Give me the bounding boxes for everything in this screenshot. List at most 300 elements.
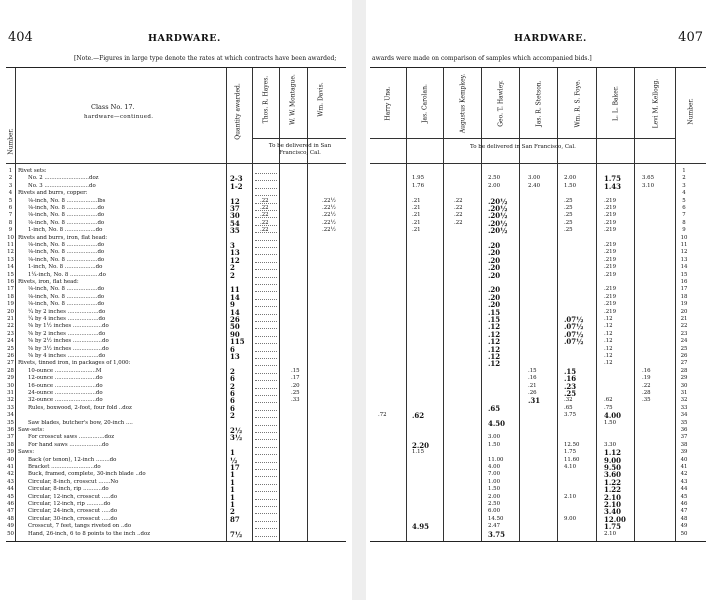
row-number: 37 bbox=[680, 434, 688, 441]
baker-price: .219 bbox=[604, 286, 617, 293]
foye-price: 4.10 bbox=[564, 464, 577, 470]
baker-price: .219 bbox=[604, 264, 617, 271]
row-number: 29 bbox=[7, 375, 14, 382]
baker-price: 1.22 bbox=[604, 477, 622, 487]
baker-price: .219 bbox=[604, 242, 617, 248]
item-description: ⅝ by 4 inches ..................do bbox=[28, 353, 106, 359]
item-description: ¼ by 2 inches ..................do bbox=[28, 308, 106, 315]
row-number: 42 bbox=[680, 471, 688, 478]
leader-dots bbox=[255, 384, 277, 389]
item-description: ⅛-inch, No. 8 ..................do bbox=[28, 205, 105, 211]
quantity-cell: 12 bbox=[230, 255, 240, 265]
baker-price: 1.43 bbox=[604, 181, 622, 191]
quantity-cell: 2 bbox=[230, 507, 235, 517]
row-number: 25 bbox=[7, 345, 14, 352]
row-number: 2 bbox=[682, 175, 686, 182]
quantity-cell: 50 bbox=[230, 322, 240, 332]
row-number: 11 bbox=[680, 242, 688, 248]
row-number: 48 bbox=[7, 515, 14, 522]
kellogg-price: .16 bbox=[642, 367, 651, 374]
binding-gutter bbox=[352, 0, 366, 600]
row-number: 8 bbox=[682, 219, 686, 226]
row-number: 15 bbox=[680, 271, 688, 278]
leader-dots bbox=[255, 509, 277, 514]
row-number: 16 bbox=[7, 279, 14, 285]
foye-price: 3.75 bbox=[564, 412, 577, 419]
row-number: 34 bbox=[680, 412, 688, 419]
hawley-price: .20 bbox=[488, 241, 501, 250]
foye-price: 2.10 bbox=[564, 493, 577, 500]
right-page bbox=[366, 0, 717, 600]
leader-dots bbox=[255, 206, 277, 211]
baker-price: 2.10 bbox=[604, 500, 622, 509]
row-number: 20 bbox=[680, 308, 688, 315]
item-description: Saw blades, butcher's bow, 20-inch .... bbox=[28, 419, 133, 426]
hawley-price: .20 bbox=[488, 292, 501, 302]
row-number: 15 bbox=[7, 271, 14, 278]
stetson-price: 2.40 bbox=[528, 182, 541, 189]
row-number: 41 bbox=[680, 464, 688, 470]
item-description: No. 3 ..........................do bbox=[28, 182, 96, 189]
number-header: Number. bbox=[687, 98, 695, 125]
item-description: ⅛-inch, No. 8 ..................do bbox=[28, 256, 105, 263]
item-description: Buck, framed, complete, 30-inch blade ..do bbox=[28, 471, 146, 478]
quantity-cell: 11 bbox=[230, 285, 240, 295]
bidder-kellogg: Levi M. Kellogg. bbox=[652, 78, 660, 129]
item-description: ⅛-inch, No. 8 ..................do bbox=[28, 293, 105, 300]
leader-dots bbox=[255, 458, 277, 463]
hawley-price: 3.00 bbox=[488, 434, 501, 441]
row-number: 26 bbox=[7, 353, 14, 359]
row-number: 31 bbox=[680, 390, 688, 396]
hawley-price: 11.00 bbox=[488, 456, 504, 463]
row-number: 11 bbox=[7, 242, 14, 248]
row-number: 46 bbox=[680, 501, 688, 507]
item-description: ⅛-inch, No. 8 ..................do bbox=[28, 219, 105, 226]
carolan-price: 1.76 bbox=[412, 182, 425, 189]
item-description: 24-ounce ........................do bbox=[28, 390, 103, 396]
baker-price: .12 bbox=[604, 316, 613, 322]
row-number: 2 bbox=[8, 175, 13, 182]
foye-price: .25 bbox=[564, 212, 573, 219]
row-number: 32 bbox=[680, 397, 688, 404]
hawley-price: .20½ bbox=[488, 211, 508, 221]
item-description: 10-ounce ........................M bbox=[28, 367, 102, 374]
foye-price: .25 bbox=[564, 197, 573, 204]
kellogg-price: 3.65 bbox=[642, 175, 655, 182]
stetson-price: .31 bbox=[528, 396, 541, 406]
item-description: No. 2 ..........................doz bbox=[28, 175, 99, 182]
row-number: 38 bbox=[7, 441, 14, 448]
row-number: 6 bbox=[682, 205, 686, 211]
hawley-price: .20½ bbox=[488, 226, 508, 236]
row-number: 1 bbox=[682, 168, 686, 174]
baker-price: .219 bbox=[604, 205, 617, 211]
item-description: Circular, 12-inch, crosscut .....do bbox=[28, 493, 118, 500]
davis-price: .22½ bbox=[322, 219, 336, 226]
row-number: 18 bbox=[7, 293, 14, 300]
quantity-cell: 6 bbox=[230, 344, 235, 354]
quantity-cell: 6 bbox=[230, 374, 235, 384]
quantity-cell: ½ bbox=[230, 455, 238, 465]
item-description: Hand, 26-inch, 6 to 8 points to the inch ..doz bbox=[28, 530, 151, 537]
baker-price: .12 bbox=[604, 353, 613, 359]
class-title: Class No. 17. bbox=[91, 103, 135, 111]
baker-price: .219 bbox=[604, 249, 617, 256]
row-number: 22 bbox=[680, 323, 688, 330]
quantity-cell: 2-3 bbox=[230, 174, 243, 184]
quantity-cell: 1-2 bbox=[230, 181, 243, 191]
item-description: Saw-sets: bbox=[18, 427, 45, 433]
row-number: 14 bbox=[680, 264, 688, 271]
quantity-cell: 26 bbox=[230, 315, 240, 324]
stetson-price: 3.00 bbox=[528, 175, 541, 182]
quantity-cell: 87 bbox=[230, 514, 240, 524]
bidder-carolan: Jas. Carolan. bbox=[421, 84, 429, 123]
item-description: ⅛-inch, No. 8 ..................do bbox=[28, 286, 105, 293]
row-number: 27 bbox=[680, 360, 688, 367]
row-number: 12 bbox=[7, 249, 14, 256]
leader-dots bbox=[255, 517, 277, 522]
leader-dots bbox=[255, 339, 277, 344]
row-number: 9 bbox=[682, 227, 686, 234]
leader-dots bbox=[255, 480, 277, 485]
row-number: 5 bbox=[8, 197, 13, 204]
row-number: 30 bbox=[7, 382, 14, 389]
leader-dots bbox=[255, 324, 277, 329]
hawley-price: .12 bbox=[488, 344, 501, 354]
kellogg-price: 3.10 bbox=[642, 182, 655, 189]
item-description: Rivets and burrs, iron, flat head: bbox=[18, 234, 108, 241]
row-number: 13 bbox=[7, 256, 14, 263]
item-description: 32-ounce ........................do bbox=[28, 397, 103, 404]
hawley-price: .12 bbox=[488, 337, 501, 347]
row-number: 3 bbox=[8, 182, 13, 189]
item-description: Rules, boxwood, 2-foot, four fold ..doz bbox=[28, 404, 132, 411]
row-number: 27 bbox=[7, 360, 14, 367]
item-description: Rivets, iron, flat head: bbox=[18, 279, 79, 285]
leader-dots bbox=[255, 228, 277, 233]
leader-dots bbox=[255, 258, 277, 263]
row-number: 36 bbox=[680, 427, 688, 433]
row-number: 39 bbox=[680, 449, 688, 456]
page-number: 407 bbox=[678, 30, 703, 45]
bidder-montague: W. W. Montague. bbox=[289, 74, 297, 125]
baker-price: 3.40 bbox=[604, 507, 622, 517]
hayes-price: .22 bbox=[260, 227, 269, 234]
foye-price: .23 bbox=[564, 381, 577, 391]
kellogg-price: .28 bbox=[642, 390, 651, 396]
row-number: 5 bbox=[682, 197, 686, 204]
item-description: Circular, 8-inch, crosscut .......No bbox=[28, 478, 119, 485]
row-number: 24 bbox=[680, 338, 688, 345]
row-number: 48 bbox=[680, 515, 688, 522]
hawley-price: 2.47 bbox=[488, 523, 501, 530]
item-description: ⅛-inch, No. 8 ..................do bbox=[28, 212, 105, 219]
hawley-price: .12 bbox=[488, 329, 501, 339]
item-description: For crosscut saws ...............doz bbox=[28, 434, 115, 441]
row-number: 7 bbox=[8, 212, 13, 219]
row-number: 38 bbox=[680, 441, 688, 448]
row-number: 16 bbox=[680, 279, 688, 285]
stetson-price: .21 bbox=[528, 382, 537, 389]
right-table bbox=[370, 67, 706, 542]
leader-dots bbox=[255, 332, 277, 337]
row-number: 32 bbox=[7, 397, 14, 404]
row-number: 41 bbox=[7, 464, 14, 470]
leader-dots bbox=[255, 184, 277, 189]
quantity-cell: 1 bbox=[230, 485, 235, 495]
row-number: 20 bbox=[7, 308, 14, 315]
quantity-cell: 6 bbox=[230, 389, 235, 398]
quantity-cell: 2 bbox=[230, 263, 235, 273]
row-number: 25 bbox=[680, 345, 688, 352]
hawley-price: .20 bbox=[488, 270, 501, 280]
kellogg-price: .35 bbox=[642, 397, 651, 404]
leader-dots bbox=[255, 302, 277, 307]
item-description: 1-inch, No. 8 ..................do bbox=[28, 227, 103, 234]
quantity-cell: 17 bbox=[230, 463, 240, 472]
row-number: 17 bbox=[7, 286, 14, 293]
quantity-cell: 3½ bbox=[230, 433, 243, 443]
baker-price: .219 bbox=[604, 219, 617, 226]
quantity-cell: 2 bbox=[230, 411, 235, 421]
hayes-price: .22 bbox=[260, 219, 269, 226]
row-number: 26 bbox=[680, 353, 688, 359]
leader-dots bbox=[255, 450, 277, 455]
item-description: Circular, 24-inch, crosscut .....do bbox=[28, 508, 118, 515]
row-number: 28 bbox=[7, 367, 14, 374]
running-head: HARDWARE. bbox=[148, 33, 221, 44]
hawley-price: 1.50 bbox=[488, 486, 501, 493]
bidder-kempkey: Augustus Kempkey. bbox=[459, 73, 467, 134]
row-number: 33 bbox=[7, 404, 14, 411]
hawley-price: 14.50 bbox=[488, 515, 504, 522]
leader-dots bbox=[255, 435, 277, 440]
row-number: 43 bbox=[680, 478, 688, 485]
davis-price: .22½ bbox=[322, 227, 336, 234]
hawley-price: 1.50 bbox=[488, 441, 501, 448]
hawley-price: .12 bbox=[488, 352, 501, 361]
leader-dots bbox=[255, 413, 277, 418]
row-number: 14 bbox=[7, 264, 14, 271]
item-description: Back (or tenon), 12-inch ........do bbox=[28, 456, 117, 463]
stetson-price: .16 bbox=[528, 375, 537, 382]
quantity-cell: 2 bbox=[230, 381, 235, 391]
quantity-cell: 1 bbox=[230, 470, 235, 480]
leader-dots bbox=[255, 487, 277, 492]
baker-price: .75 bbox=[604, 404, 613, 411]
row-number: 24 bbox=[7, 338, 14, 345]
baker-price: 9.00 bbox=[604, 455, 622, 465]
quantity-cell: 1 bbox=[230, 492, 235, 502]
leader-dots bbox=[255, 398, 277, 403]
item-description: For hand saws ...................do bbox=[28, 441, 109, 448]
foye-price: 1.50 bbox=[564, 182, 577, 189]
quantity-cell: 37 bbox=[230, 204, 240, 213]
row-number: 40 bbox=[680, 456, 688, 463]
row-number: 23 bbox=[7, 330, 14, 337]
item-description: ⅝ by 2 inches ..................do bbox=[28, 330, 106, 337]
baker-price: 12.00 bbox=[604, 514, 626, 524]
carolan-price: .21 bbox=[412, 205, 421, 211]
row-number: 12 bbox=[680, 249, 688, 256]
baker-price: .12 bbox=[604, 360, 613, 367]
foye-price: .25 bbox=[564, 389, 577, 398]
row-number: 23 bbox=[680, 330, 688, 337]
baker-price: 3.60 bbox=[604, 470, 622, 480]
number-header: Number. bbox=[7, 128, 15, 155]
quantity-cell: 14 bbox=[230, 307, 240, 317]
row-number: 49 bbox=[680, 523, 688, 530]
leader-dots bbox=[255, 524, 277, 529]
bidder-baker: L. L. Baker. bbox=[612, 86, 620, 121]
leader-dots bbox=[255, 250, 277, 255]
foye-price: .15 bbox=[564, 366, 577, 376]
item-description: Circular, 30-inch, crosscut .....do bbox=[28, 515, 118, 522]
item-description: ⅛-inch, No. 8 ..................do bbox=[28, 301, 105, 308]
baker-price: .219 bbox=[604, 227, 617, 234]
baker-price: .12 bbox=[604, 330, 613, 337]
leader-dots bbox=[255, 273, 277, 278]
row-number: 21 bbox=[7, 316, 14, 322]
row-number: 34 bbox=[7, 412, 14, 419]
leader-dots bbox=[255, 280, 277, 285]
row-number: 46 bbox=[7, 501, 14, 507]
carolan-price: 1.15 bbox=[412, 449, 425, 456]
item-description: 1¼-inch, No. 8 .................do bbox=[28, 271, 106, 278]
quantity-cell: 9 bbox=[230, 300, 235, 310]
quantity-cell: 12 bbox=[230, 196, 240, 206]
left-table bbox=[6, 67, 346, 542]
montague-price: .17 bbox=[291, 375, 300, 382]
quantity-cell: 2½ bbox=[230, 426, 243, 435]
foye-price: 2.00 bbox=[564, 175, 577, 182]
leader-dots bbox=[255, 472, 277, 477]
item-description: Rivets, tinned iron, in packages of 1,000: bbox=[18, 360, 131, 367]
row-number: 44 bbox=[7, 486, 14, 493]
foye-price: .07½ bbox=[564, 329, 584, 339]
baker-price: 4.00 bbox=[604, 411, 622, 421]
hawley-price: .15 bbox=[488, 307, 501, 317]
carolan-price: .21 bbox=[412, 212, 421, 219]
hawley-price: 2.50 bbox=[488, 501, 501, 507]
item-description: Circular, 12-inch, rip ..........do bbox=[28, 501, 111, 507]
hayes-price: .22 bbox=[260, 205, 269, 211]
row-number: 7 bbox=[682, 212, 686, 219]
leader-dots bbox=[255, 502, 277, 507]
row-number: 40 bbox=[7, 456, 14, 463]
hawley-price: .20 bbox=[488, 285, 501, 295]
carolan-price: .21 bbox=[412, 219, 421, 226]
hawley-price: .20 bbox=[488, 263, 501, 273]
hawley-price: .20 bbox=[488, 300, 501, 310]
leader-dots bbox=[255, 428, 277, 433]
montague-price: .15 bbox=[291, 367, 300, 374]
leader-dots bbox=[255, 295, 277, 300]
leader-dots bbox=[255, 406, 277, 411]
foye-price: .16 bbox=[564, 374, 577, 384]
foye-price: .65 bbox=[564, 404, 573, 411]
hawley-price: .20½ bbox=[488, 204, 508, 213]
row-number: 1 bbox=[8, 168, 13, 174]
note-text: awards were made on comparison of samples which accompanied bids.] bbox=[372, 55, 592, 62]
leader-dots bbox=[255, 243, 277, 248]
item-description: ⅛-inch, No. 8 ..................lbs bbox=[28, 197, 106, 204]
delivery-note: To be delivered in San Francisco, Cal. bbox=[470, 144, 576, 150]
stetson-price: .15 bbox=[528, 367, 537, 374]
carolan-price: 4.95 bbox=[412, 522, 430, 532]
row-number: 9 bbox=[8, 227, 13, 234]
carolan-price: 2.20 bbox=[412, 440, 430, 450]
baker-price: .219 bbox=[604, 308, 617, 315]
bidder-foye: Wm. R. S. Foye. bbox=[574, 79, 582, 128]
bidder-davis: Wm. Davis. bbox=[317, 82, 325, 117]
baker-price: .219 bbox=[604, 293, 617, 300]
row-number: 47 bbox=[680, 508, 688, 515]
leader-dots bbox=[255, 421, 277, 426]
class-subtitle: hardware—continued. bbox=[84, 114, 154, 120]
hawley-price: 2.00 bbox=[488, 182, 501, 189]
baker-price: .12 bbox=[604, 338, 613, 345]
hawley-price: 4.50 bbox=[488, 418, 506, 428]
kellogg-price: .19 bbox=[642, 375, 651, 382]
row-number: 49 bbox=[7, 523, 14, 530]
leader-dots bbox=[255, 495, 277, 500]
davis-price: .22½ bbox=[322, 197, 336, 204]
item-description: ⅝ by 3½ inches .................do bbox=[28, 345, 109, 352]
carolan-price: .21 bbox=[412, 227, 421, 234]
row-number: 33 bbox=[680, 404, 688, 411]
leader-dots bbox=[255, 361, 277, 366]
baker-price: 1.50 bbox=[604, 419, 617, 426]
quantity-cell: 13 bbox=[230, 248, 240, 258]
leader-dots bbox=[255, 221, 277, 226]
foye-price: .07½ bbox=[564, 322, 584, 332]
row-number: 6 bbox=[8, 205, 13, 211]
foye-price: .25 bbox=[564, 227, 573, 234]
quantity-cell: 90 bbox=[230, 329, 240, 339]
item-description: ¼ by 4 inches ..................do bbox=[28, 316, 106, 322]
item-description: 16-ounce ........................do bbox=[28, 382, 103, 389]
quantity-cell: 1 bbox=[230, 477, 235, 487]
foye-price: .25 bbox=[564, 205, 573, 211]
row-number: 8 bbox=[8, 219, 13, 226]
quantity-cell: 13 bbox=[230, 352, 240, 361]
hawley-price: 1.00 bbox=[488, 478, 501, 485]
leader-dots bbox=[255, 213, 277, 218]
baker-price: .219 bbox=[604, 197, 617, 204]
hawley-price: 3.75 bbox=[488, 529, 506, 539]
item-description: Saws: bbox=[18, 449, 35, 456]
item-description: ⅛-inch, No. 8 ..................do bbox=[28, 242, 105, 248]
quantity-cell: 2 bbox=[230, 366, 235, 376]
hawley-price: .20 bbox=[488, 255, 501, 265]
leader-dots bbox=[255, 265, 277, 270]
row-number: 37 bbox=[7, 434, 14, 441]
row-number: 17 bbox=[680, 286, 688, 293]
hawley-price: 7.00 bbox=[488, 471, 501, 478]
item-description: 1-inch, No. 8 ..................do bbox=[28, 264, 103, 271]
baker-price: 3.30 bbox=[604, 441, 617, 448]
quantity-cell: 2 bbox=[230, 270, 235, 280]
kempkey-price: .22 bbox=[454, 212, 463, 219]
baker-price: 9.50 bbox=[604, 463, 622, 472]
quantity-cell: 6 bbox=[230, 396, 235, 406]
row-number: 4 bbox=[8, 190, 13, 197]
quantity-header: Quantity awarded. bbox=[234, 83, 242, 140]
leader-dots bbox=[255, 310, 277, 315]
